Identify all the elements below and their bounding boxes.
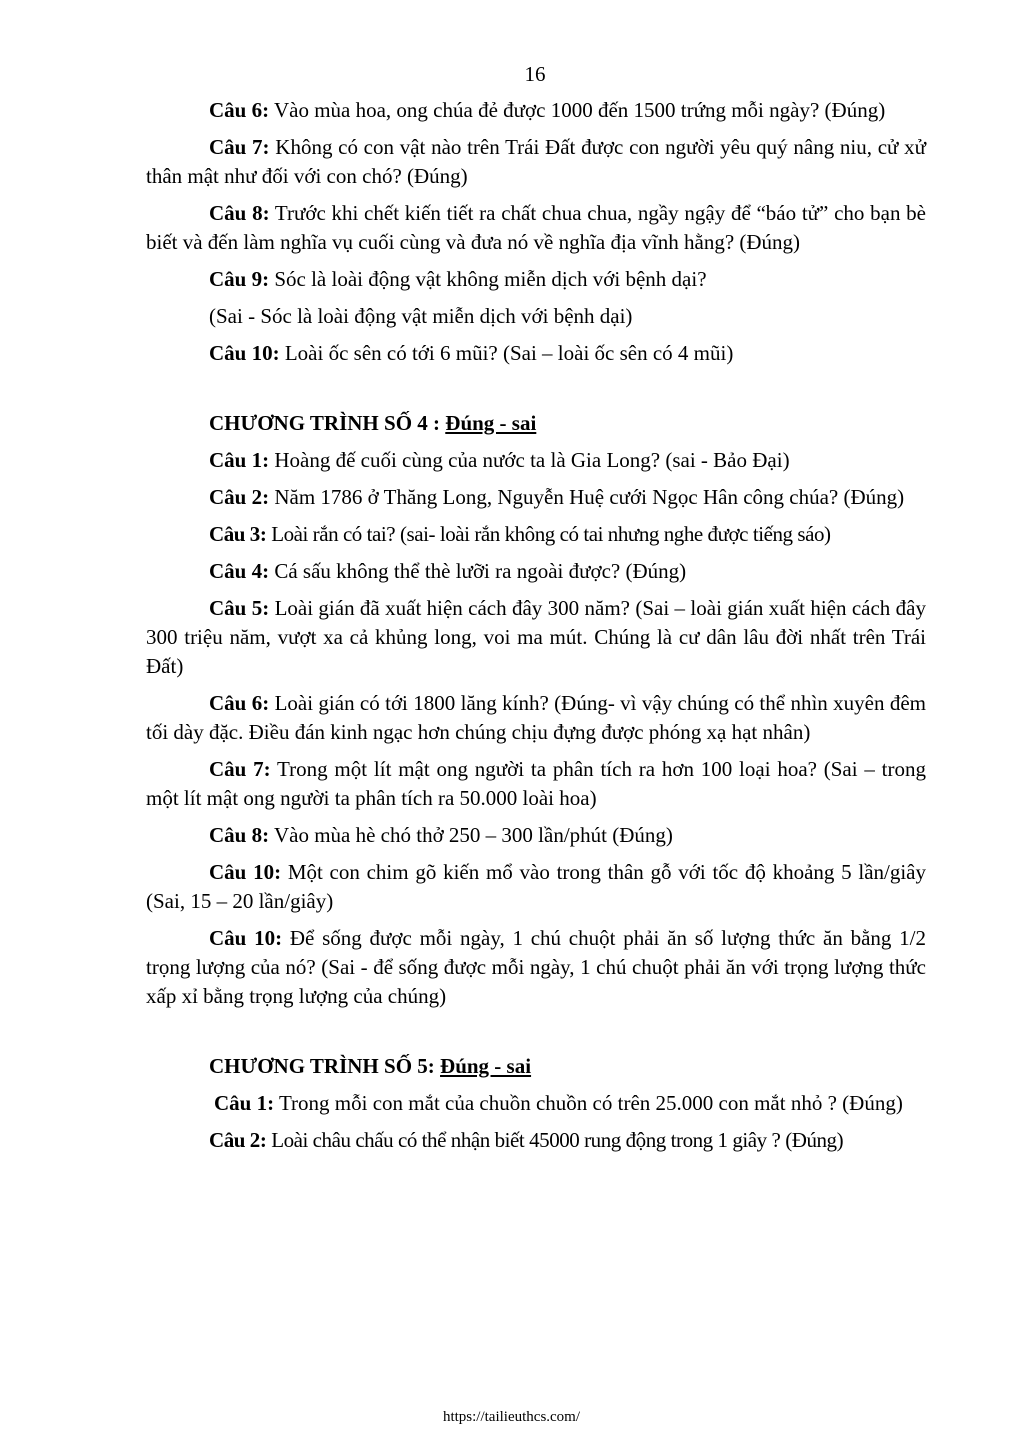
question-text: Loài gián đã xuất hiện cách đây 300 năm? (Sai – loài gián xuất hiện cách đây 300 triệu năm, vượt xa cả khủng long, voi ma mút. Chúng là cư dân lâu đời nhất trên Trái Đất) [146, 596, 926, 678]
question-label: Câu 7: [209, 135, 270, 159]
section-gap [146, 376, 926, 409]
section-title: CHƯƠNG TRÌNH SỐ 5: [209, 1054, 441, 1078]
question-text: Cá sấu không thể thè lưỡi ra ngoài được? (Đúng) [269, 559, 687, 583]
question-9-answer: (Sai - Sóc là loài động vật miễn dịch với bệnh dại) [209, 304, 633, 328]
section-title: CHƯƠNG TRÌNH SỐ 4 : [209, 411, 446, 435]
p4-question-3 [146, 520, 926, 549]
question-label: Câu 9: [209, 267, 270, 291]
question-label: Câu 4: [209, 559, 270, 583]
question-text: Sóc là loài động vật không miễn dịch với bệnh dại? [269, 267, 707, 291]
p4-question-7 [146, 755, 926, 813]
section-heading-program-5 [146, 1052, 926, 1081]
p5-question-1 [146, 1089, 926, 1118]
p4-question-2 [146, 483, 926, 512]
question-label: Câu 2: [209, 485, 270, 509]
question-text: Vào mùa hoa, ong chúa đẻ được 1000 đến 1500 trứng mỗi ngày? (Đúng) [269, 98, 886, 122]
section-tag: Đúng - sai [440, 1054, 532, 1078]
question-text: Không có con vật nào trên Trái Đất được con người yêu quý nâng niu, cử xử thân mật như đối với con chó? (Đúng) [146, 135, 927, 188]
question-text: Loài châu chấu có thể nhận biết 45000 rung động trong 1 giây ? (Đúng) [266, 1128, 844, 1152]
p4-question-6 [146, 689, 926, 747]
section-gap [146, 1019, 926, 1052]
question-text: Vào mùa hè chó thở 250 – 300 lần/phút (Đúng) [269, 823, 673, 847]
question-label: Câu 8: [209, 823, 270, 847]
question-label: Câu 7: [209, 757, 271, 781]
question-text: Để sống được mỗi ngày, 1 chú chuột phải ăn số lượng thức ăn bằng 1/2 trọng lượng của nó? (Sai - để sống được mỗi ngày, 1 chú chuột phải ăn với trọng lượng thức xấp xỉ bằng trọng lượng của chúng) [146, 926, 926, 1008]
question-7 [146, 133, 926, 191]
question-text: Trong một lít mật ong người ta phân tích ra hơn 100 loại hoa? (Sai – trong một lít mật ong người ta phân tích ra 50.000 loài hoa) [146, 757, 927, 810]
question-9 [146, 265, 926, 294]
question-text: Loài gián có tới 1800 lăng kính? (Đúng- vì vậy chúng có thể nhìn xuyên đêm tối dày đặc. Điều đán kinh ngạc hơn chúng chịu đựng được phóng xạ hạt nhân) [146, 691, 926, 744]
section-tag: Đúng - sai [445, 411, 537, 435]
p4-question-4 [146, 557, 926, 586]
question-text: Một con chim gõ kiến mổ vào trong thân gỗ với tốc độ khoảng 5 lần/giây (Sai, 15 – 20 lần/giây) [146, 860, 926, 913]
question-label: Câu 6: [209, 98, 270, 122]
question-text: Loài rắn có tai? (sai- loài rắn không có tai nhưng nghe được tiếng sáo) [266, 522, 831, 546]
p4-question-1 [146, 446, 926, 475]
question-text: Loài ốc sên có tới 6 mũi? (Sai – loài ốc sên có 4 mũi) [279, 341, 734, 365]
footer-url: https://tailieuthcs.com/ [442, 1409, 581, 1425]
document-body [146, 96, 926, 1163]
p4-question-10b [146, 924, 926, 1011]
question-text: Năm 1786 ở Thăng Long, Nguyễn Huệ cưới Ngọc Hân công chúa? (Đúng) [269, 485, 905, 509]
question-10 [146, 339, 926, 368]
question-8 [146, 199, 926, 257]
p4-question-10a [146, 858, 926, 916]
question-text: Trong mỗi con mắt của chuồn chuồn có trên 25.000 con mắt nhỏ ? (Đúng) [274, 1091, 903, 1115]
question-label: Câu 1: [214, 1091, 275, 1115]
question-6 [146, 96, 926, 125]
p5-question-2 [146, 1126, 926, 1155]
question-label: Câu 8: [209, 201, 270, 225]
question-label: Câu 5: [209, 596, 270, 620]
question-label: Câu 10: [209, 860, 282, 884]
question-label: Câu 2: [209, 1128, 267, 1152]
question-text: Hoàng đế cuối cùng của nước ta là Gia Long? (sai - Bảo Đại) [269, 448, 790, 472]
question-label: Câu 10: [209, 926, 283, 950]
question-text: Trước khi chết kiến tiết ra chất chua chua, ngầy ngậy để “báo tử” cho bạn bè biết và đến làm nghĩa vụ cuối cùng và đưa nó về nghĩa địa vĩnh hằng? (Đúng) [146, 201, 926, 254]
question-label: Câu 10: [209, 341, 280, 365]
question-label: Câu 3: [209, 522, 267, 546]
page-number: 16 [524, 62, 546, 86]
p4-question-8 [146, 821, 926, 850]
p4-question-5 [146, 594, 926, 681]
question-label: Câu 1: [209, 448, 270, 472]
section-heading-program-4 [146, 409, 926, 438]
question-label: Câu 6: [209, 691, 270, 715]
